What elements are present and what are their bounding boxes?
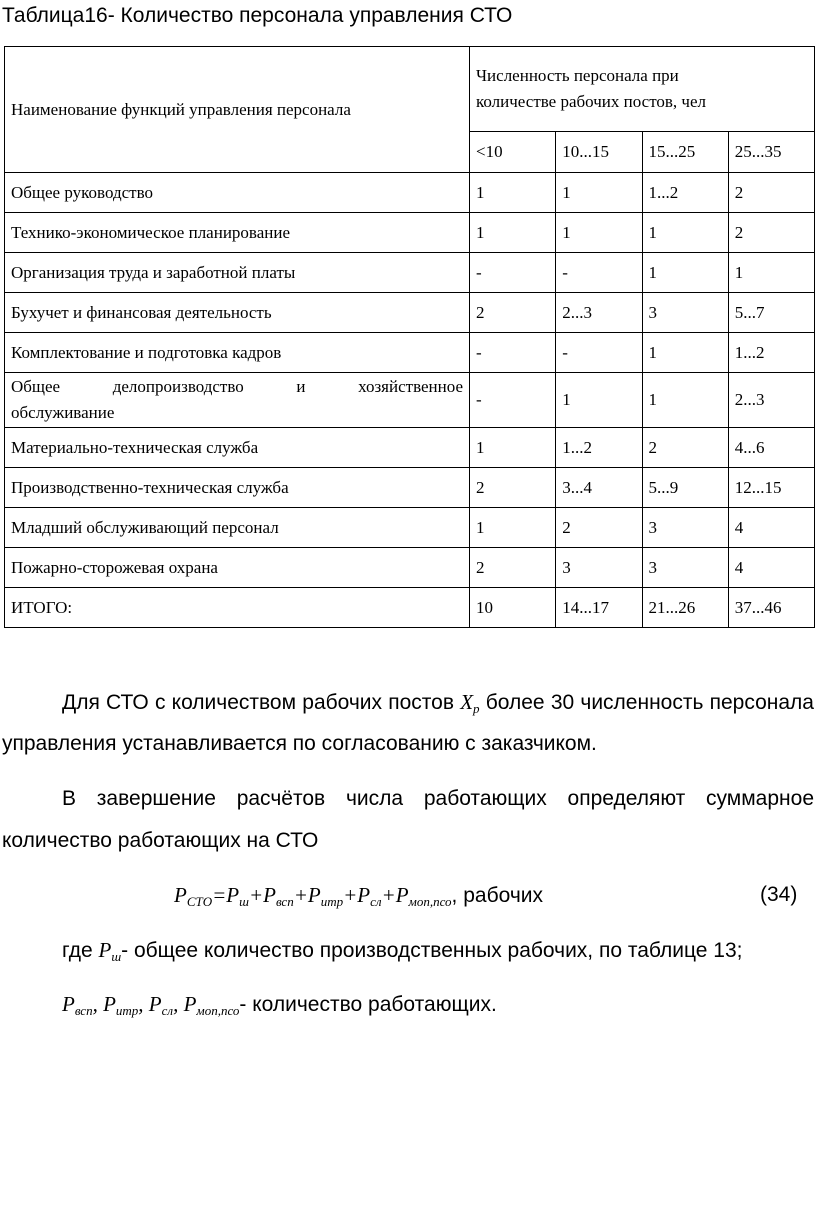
table-cell: - [470,333,556,373]
where1-text: - общее количество производственных рабочих, по таблице 13; [121,939,743,962]
formula-sub: СТО [186,894,213,909]
table-cell: 2 [642,428,728,468]
table-cell: - [470,373,556,428]
subheader-cell: 25...35 [728,132,814,173]
subheader-cell: 10...15 [556,132,642,173]
staff-table [4,46,815,628]
where1-prefix: где [62,939,99,962]
row-function-name [5,373,470,428]
row-function-name: Младший обслуживающий персонал [5,508,470,548]
formula-sub: моп,псо [408,894,452,909]
table-cell: 14...17 [556,588,642,628]
table-caption: Таблица16- Количество персонала управления СТО [2,4,513,27]
para1-var: X [460,690,474,714]
table-cell: 4 [728,508,814,548]
header-staff-count-line1: Численность персонала при [476,66,679,85]
where-line1 [62,938,743,963]
table-row [5,428,815,468]
table-cell: 12...15 [728,468,814,508]
formula-number: (34) [760,883,798,906]
table-cell: 3...4 [556,468,642,508]
table-cell: 5...9 [642,468,728,508]
table-row [5,173,815,213]
row-function-name: Общее руководство [5,173,470,213]
where2-sep: , [138,992,149,1016]
para1-suffix: более 30 численность персонала [479,691,814,714]
table-header-row [5,47,815,132]
table-cell: 2 [470,468,556,508]
table-cell: 1 [642,333,728,373]
where2-var: P [183,992,197,1016]
table-row [5,293,815,333]
table-cell: 1 [556,373,642,428]
formula-operator: + [381,883,396,907]
row-function-name: Производственно-техническая служба [5,468,470,508]
formula-operator: + [293,883,308,907]
table-cell: 1 [556,173,642,213]
para2-line2: количество работающих на СТО [2,829,319,852]
formula-var: P [357,883,371,907]
table-cell: 3 [556,548,642,588]
table-cell: 5...7 [728,293,814,333]
para1-prefix: Для СТО с количеством рабочих постов [62,691,461,714]
table-cell: 2 [728,213,814,253]
row-function-name-line2: обслуживание [11,403,115,422]
where2-var: P [103,992,116,1016]
table-row [5,213,815,253]
table-cell: 2...3 [728,373,814,428]
formula-sub: сл [370,894,382,909]
row-function-name: Материально-техническая служба [5,428,470,468]
table-cell: 2 [470,293,556,333]
where2-sep: , [92,992,104,1016]
table-cell: 37...46 [728,588,814,628]
row-function-name: Бухучет и финансовая деятельность [5,293,470,333]
table-cell: 1 [642,253,728,293]
table-row [5,548,815,588]
table-cell: 3 [642,548,728,588]
table-cell: - [556,253,642,293]
table-row [5,333,815,373]
table-row [5,373,815,428]
where2-var: P [62,992,75,1016]
row-function-name: Пожарно-сторожевая охрана [5,548,470,588]
table-cell: 1...2 [556,428,642,468]
table-cell: 1 [470,428,556,468]
table-cell: 4 [728,548,814,588]
table-cell: 1...2 [642,173,728,213]
table-cell: 1...2 [728,333,814,373]
table-cell: 3 [642,293,728,333]
formula-var: P [395,883,409,907]
table-cell: 2 [470,548,556,588]
para2-line1: В завершение расчётов числа работающих определяют суммарное [62,787,814,810]
where2-sub: сл [161,1003,174,1018]
table-cell: 2 [728,173,814,213]
header-function-name: Наименование функций управления персонала [5,47,470,173]
table-row [5,508,815,548]
header-staff-count-line2: количестве рабочих постов, чел [476,92,706,111]
header-staff-count [470,47,815,132]
formula-var: P [263,883,276,907]
formula-operator: + [248,883,264,907]
formula-tail: , рабочих [451,884,543,907]
para1-line2: управления устанавливается по согласованию с заказчиком. [2,732,597,755]
formula-var: P [307,883,321,907]
table-cell: 2...3 [556,293,642,333]
table-row [5,468,815,508]
table-cell: 21...26 [642,588,728,628]
table-cell: 1 [556,213,642,253]
formula-sub: итр [320,894,344,909]
table-cell: 1 [470,213,556,253]
where1-var: P [98,938,112,962]
subheader-cell: 15...25 [642,132,728,173]
table-cell: - [470,253,556,293]
where2-sub: моп,псо [196,1003,240,1018]
table-cell: 1 [642,373,728,428]
table-row [5,253,815,293]
formula-var: P [174,883,187,907]
formula-operator: + [343,883,358,907]
table-cell: 4...6 [728,428,814,468]
formula-sub: ш [239,894,249,909]
table-cell: 10 [470,588,556,628]
table-cell: - [556,333,642,373]
row-function-name: ИТОГО: [5,588,470,628]
table-cell: 3 [642,508,728,548]
row-function-name: Организация труда и заработной платы [5,253,470,293]
table-row-total [5,588,815,628]
para1-line1 [62,690,814,715]
row-function-name: Технико-экономическое планирование [5,213,470,253]
table-cell: 2 [556,508,642,548]
where1-sub: ш [111,949,122,964]
where2-var: P [148,992,162,1016]
para1-var-sub: p [473,701,480,716]
formula [174,883,543,908]
table-cell: 1 [642,213,728,253]
where2-sub: итр [115,1003,139,1018]
table-cell: 1 [470,173,556,213]
formula-sub: всп [275,894,294,909]
table-cell: 1 [728,253,814,293]
where2-sub: всп [74,1003,93,1018]
where-line2 [62,992,497,1017]
subheader-cell: <10 [470,132,556,173]
where2-text: - количество работающих. [239,993,497,1016]
formula-var: P [226,883,240,907]
formula-operator: = [212,883,227,907]
where2-sep: , [173,992,184,1016]
table-cell: 1 [470,508,556,548]
row-function-name-line1: Общее делопроизводство и хозяйственное [11,377,463,396]
row-function-name: Комплектование и подготовка кадров [5,333,470,373]
